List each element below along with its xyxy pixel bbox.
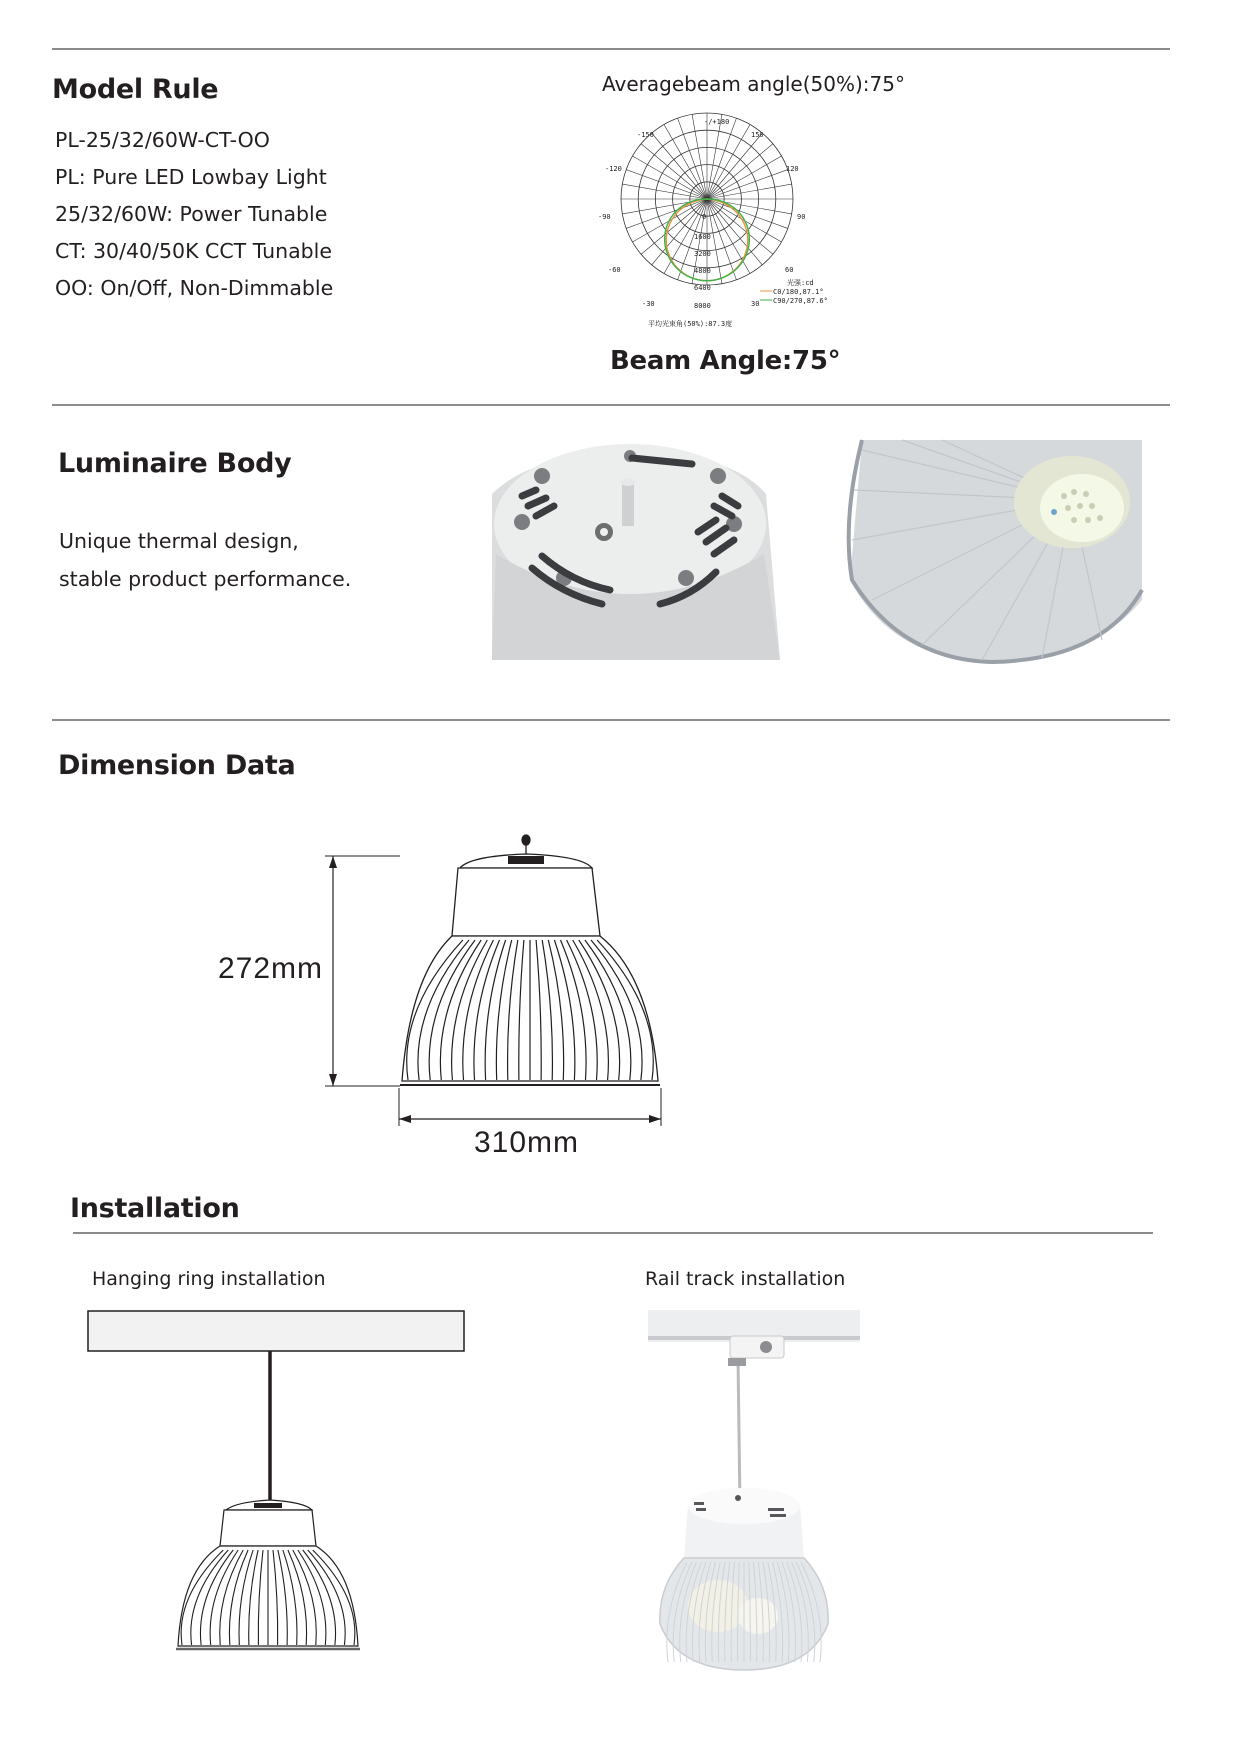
rail-adapter	[730, 1336, 784, 1358]
hanging-installation-drawing	[86, 1310, 478, 1655]
height-label: 272mm	[218, 952, 324, 985]
polar-label-150: 150	[751, 131, 764, 139]
dimension-heading: Dimension Data	[58, 750, 296, 781]
luminaire-heading: Luminaire Body	[58, 448, 292, 479]
rail-suspension-rod	[738, 1358, 740, 1506]
polar-label-n60: -60	[608, 266, 621, 274]
polar-label-n30: -30	[642, 300, 655, 308]
polar-label-90: 90	[797, 213, 806, 221]
beam-angle-caption: Beam Angle:75°	[610, 346, 841, 376]
polar-label-30: 30	[751, 300, 760, 308]
model-line-pl: PL: Pure LED Lowbay Light	[55, 165, 327, 189]
luminaire-desc-line1: Unique thermal design,	[59, 529, 299, 553]
polar-radial-8000: 8000	[694, 302, 711, 310]
divider-2	[52, 404, 1170, 406]
dimension-drawing	[320, 826, 680, 1126]
model-line-oo: OO: On/Off, Non-Dimmable	[55, 276, 334, 300]
model-rule-heading: Model Rule	[52, 74, 219, 105]
model-rule-list	[55, 122, 333, 307]
top-divider	[52, 48, 1170, 50]
hanging-label: Hanging ring installation	[92, 1268, 326, 1290]
model-code: PL-25/32/60W-CT-OO	[55, 128, 270, 152]
polar-legend-c0: C0/180,87.1°	[773, 288, 824, 296]
polar-label-n90: -90	[598, 213, 611, 221]
divider-3	[52, 719, 1170, 721]
average-beam-title: Averagebeam angle(50%):75°	[602, 72, 905, 96]
polar-radial-1600: 1600	[694, 233, 711, 241]
polar-label-0: 0	[702, 213, 707, 221]
model-line-cct: CT: 30/40/50K CCT Tunable	[55, 239, 332, 263]
polar-label-60: 60	[785, 266, 794, 274]
polar-footer: 平均光束角(50%):87.3度	[648, 320, 733, 328]
ceiling-plate	[88, 1311, 464, 1351]
rail-label: Rail track installation	[645, 1268, 846, 1290]
installation-divider	[73, 1232, 1153, 1234]
polar-radial-3200: 3200	[694, 250, 711, 258]
installation-heading: Installation	[70, 1193, 240, 1224]
width-label: 310mm	[474, 1126, 580, 1159]
luminaire-reflector-photo	[842, 440, 1142, 662]
luminaire-top-photo	[492, 434, 780, 660]
polar-label-n150: -150	[637, 131, 654, 139]
polar-diagram	[590, 112, 850, 337]
polar-label-n120: -120	[605, 165, 622, 173]
polar-unit: 光强:cd	[787, 279, 814, 287]
polar-radial-6400: 6400	[694, 284, 711, 292]
polar-radial-4800: 4800	[694, 267, 711, 275]
polar-label-180: -/+180	[704, 118, 730, 126]
model-line-power: 25/32/60W: Power Tunable	[55, 202, 328, 226]
polar-label-120: 120	[786, 165, 799, 173]
polar-legend-c90: C90/270,87.6°	[773, 297, 828, 305]
rail-installation-photo	[648, 1306, 864, 1672]
luminaire-desc-line2: stable product performance.	[59, 567, 352, 591]
